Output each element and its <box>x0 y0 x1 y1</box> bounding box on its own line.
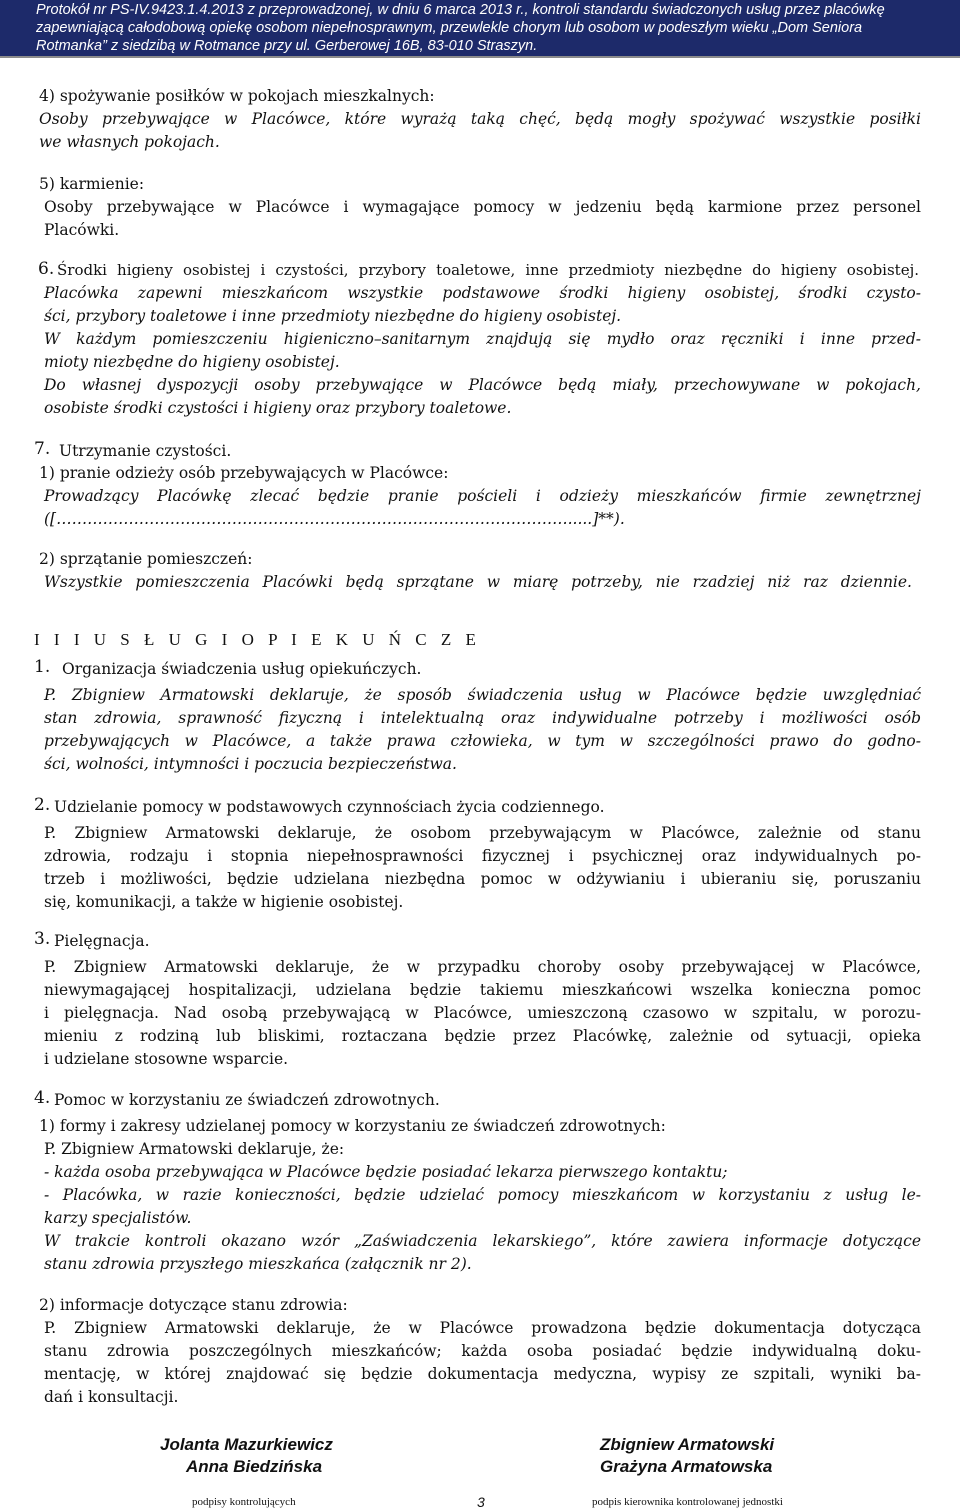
sec6-b1: W każdym pomieszczeniu higieniczno–sanitarnym znajdują się mydło oraz ręczniki i inne przed- <box>44 330 921 348</box>
o3-p2-wrap <box>44 980 921 1000</box>
s4-heading: 4) spożywanie posiłków w pokojach mieszkalnych: <box>39 87 435 105</box>
o3-p3-wrap <box>44 1003 921 1023</box>
signature-right-name-2: Grażyna Armatowska <box>600 1457 773 1476</box>
o4-q2-wrap <box>44 1341 921 1361</box>
s4-p2: we własnych pokojach. <box>39 133 220 151</box>
o4-p5-wrap <box>44 1231 921 1251</box>
sec7-number: 7. <box>34 439 51 459</box>
o4-p4: karzy specjalistów. <box>44 1209 192 1227</box>
o3-p1: P. Zbigniew Armatowski deklaruje, że w przypadku choroby osoby przebywającej w Placówce, <box>44 958 921 976</box>
o4-h2: 2) informacje dotyczące stanu zdrowia: <box>39 1296 348 1314</box>
o4-p3: - Placówka, w razie konieczności, będzie udzielać pomocy mieszkańcom w korzystaniu z usług le- <box>44 1186 921 1204</box>
sec7-p3-wrap <box>44 572 912 592</box>
o4-q4: dań i konsultacji. <box>44 1388 179 1406</box>
o2-p4: się, komunikacji, a także w higienie osobistej. <box>44 893 404 911</box>
o1-p2-wrap <box>44 708 921 728</box>
sec6-c1-wrap <box>44 375 921 395</box>
sec6-a1: Placówka zapewni mieszkańcom wszystkie podstawowe środki higieny osobistej, środki czysto- <box>44 284 921 302</box>
sec6-c2: osobiste środki czystości i higieny oraz przybory toaletowe. <box>44 399 512 417</box>
sec6-a1-wrap <box>44 283 921 303</box>
header-line-1: Protokół nr PS-IV.9423.1.4.2013 z przeprowadzonej, w dniu 6 marca 2013 r., kontroli standardu świadczonych usług przez placówkę <box>36 2 885 18</box>
o4-q3-wrap <box>44 1364 921 1384</box>
sec7-p1-wrap <box>44 486 921 506</box>
document-header <box>0 0 960 56</box>
sec6-title: Środki higieny osobistej i czystości, przybory toaletowe, inne przedmioty niezbędne do higieny osobistej. <box>57 261 919 279</box>
o4-p5: W trakcie kontroli okazano wzór „Zaświadczenia lekarskiego”, które zawiera informacje dotyczące <box>44 1232 921 1250</box>
o2-p3: trzeb i możliwości, będzie udzielana niezbędna pomoc w odżywianiu i ubieraniu się, poruszaniu <box>44 870 921 888</box>
signature-right-caption: podpis kierownika kontrolowanej jednostki <box>592 1496 783 1508</box>
o4-p3-wrap <box>44 1185 921 1205</box>
o3-p4: mieniu z rodziną lub bliskimi, roztaczana będzie przez Placówkę, zależnie od sytuacji, opieka <box>44 1027 921 1045</box>
o3-number: 3. <box>34 929 51 949</box>
s5-p1: Osoby przebywające w Placówce i wymagające pomocy w jedzeniu będą karmione przez personel <box>44 198 921 216</box>
o2-title: Udzielanie pomocy w podstawowych czynnościach życia codziennego. <box>54 798 605 816</box>
sec6-b2: mioty niezbędne do higieny osobistej. <box>44 353 340 371</box>
o4-p1: P. Zbigniew Armatowski deklaruje, że: <box>44 1140 345 1158</box>
sec7-h1: 1) pranie odzieży osób przebywających w Placówce: <box>39 464 449 482</box>
o4-p2: - każda osoba przebywająca w Placówce będzie posiadać lekarza pierwszego kontaktu; <box>44 1163 728 1181</box>
o3-title: Pielęgnacja. <box>54 932 150 950</box>
sec7-p3: Wszystkie pomieszczenia Placówki będą sprzątane w miarę potrzeby, nie rzadziej niż raz dziennie. <box>44 573 912 591</box>
o1-p2: stan zdrowia, sprawność fizyczną i intelektualną oraz indywidualne potrzeby i możliwości osób <box>44 709 921 727</box>
o1-number: 1. <box>34 657 51 677</box>
o3-p2: niewymagającej hospitalizacji, udzielana będzie takiemu mieszkańcowi wszelka konieczna pomoc <box>44 981 921 999</box>
o1-p4: ści, wolności, intymności i poczucia bezpieczeństwa. <box>44 755 457 773</box>
o3-p4-wrap <box>44 1026 921 1046</box>
s5-heading: 5) karmienie: <box>39 175 145 193</box>
part3-heading: I I I U S Ł U G I O P I E K U Ń C Z E <box>34 630 481 649</box>
sec6-title-wrap <box>57 260 919 280</box>
page-number: 3 <box>477 1494 485 1510</box>
o1-p3-wrap <box>44 731 921 751</box>
o2-number: 2. <box>34 795 51 815</box>
o4-q1-wrap <box>44 1318 921 1338</box>
o2-p1-wrap <box>44 823 921 843</box>
o3-p5: i udzielane stosowne wsparcie. <box>44 1050 289 1068</box>
o4-q3: mentację, w której znajdować się będzie dokumentacja medyczna, wypisy ze szpitali, wyniki ba- <box>44 1365 921 1383</box>
header-separator <box>0 56 960 58</box>
s5-p2: Placówki. <box>44 221 120 239</box>
o4-number: 4. <box>34 1088 51 1108</box>
o4-q2: stanu zdrowia poszczególnych mieszkańców; każda osoba posiadać będzie indywidualną doku- <box>44 1342 921 1360</box>
o1-p1-wrap <box>44 685 921 705</box>
header-line-2: zapewniającą całodobową opiekę osobom niepełnosprawnym, przewlekle chorym lub osobom w podeszłym wieku „Dom Seniora <box>36 20 863 36</box>
s4-p1: Osoby przebywające w Placówce, które wyrażą taką chęć, będą mogły spożywać wszystkie posiłki <box>39 110 921 128</box>
sec6-b1-wrap <box>44 329 921 349</box>
signature-right-name-1: Zbigniew Armatowski <box>600 1435 775 1454</box>
o1-title: Organizacja świadczenia usług opiekuńczych. <box>62 660 422 678</box>
header-line-3: Rotmanka” z siedzibą w Rotmance przy ul. Gerberowej 16B, 83-010 Straszyn. <box>36 38 538 54</box>
o1-p1: P. Zbigniew Armatowski deklaruje, że sposób świadczenia usług w Placówce będzie uwzględniać <box>44 686 921 704</box>
o4-h1: 1) formy i zakresy udzielanej pomocy w korzystaniu ze świadczeń zdrowotnych: <box>39 1117 666 1135</box>
o4-p6: stanu zdrowia przyszłego mieszkańca (załącznik nr 2). <box>44 1255 472 1273</box>
signature-left-caption: podpisy kontrolujących <box>192 1496 296 1508</box>
signature-left-name-1: Jolanta Mazurkiewicz <box>160 1435 333 1454</box>
sec7-p1: Prowadzący Placówkę zlecać będzie pranie pościeli i odzieży mieszkańców firmie zewnętrznej <box>44 487 921 505</box>
o2-p3-wrap <box>44 869 921 889</box>
sec6-c1: Do własnej dyspozycji osoby przebywające w Placówce będą miały, przechowywane w pokojach, <box>44 376 921 394</box>
o3-p3: i pielęgnacja. Nad osobą przebywającą w Placówce, umieszczoną czasowo w szpitalu, w porozu- <box>44 1004 921 1022</box>
signature-left-name-2: Anna Biedzińska <box>186 1457 323 1476</box>
o2-p1: P. Zbigniew Armatowski deklaruje, że osobom przebywającym w Placówce, zależnie od stanu <box>44 824 921 842</box>
o1-p3: przebywających w Placówce, a także prawa człowieka, w tym w szczególności prawo do godno- <box>44 732 921 750</box>
s5-p1-wrap <box>44 197 921 217</box>
sec6-a2: ści, przybory toaletowe i inne przedmioty niezbędne do higieny osobistej. <box>44 307 622 325</box>
sec7-h2: 2) sprzątanie pomieszczeń: <box>39 550 253 568</box>
o2-p2-wrap <box>44 846 921 866</box>
o4-q1: P. Zbigniew Armatowski deklaruje, że w Placówce prowadzona będzie dokumentacja dotycząca <box>44 1319 921 1337</box>
sec7-p2: ([……………………………………………………………………………………….....]**). <box>44 510 625 528</box>
sec7-title: Utrzymanie czystości. <box>59 442 232 460</box>
o4-title: Pomoc w korzystaniu ze świadczeń zdrowotnych. <box>54 1091 440 1109</box>
o3-p1-wrap <box>44 957 921 977</box>
sec6-number: 6. <box>38 259 55 279</box>
o2-p2: zdrowia, rodzaju i stopnia niepełnosprawności fizycznej i psychicznej oraz indywidualnych po- <box>44 847 921 865</box>
s4-p1-wrap <box>39 109 921 129</box>
